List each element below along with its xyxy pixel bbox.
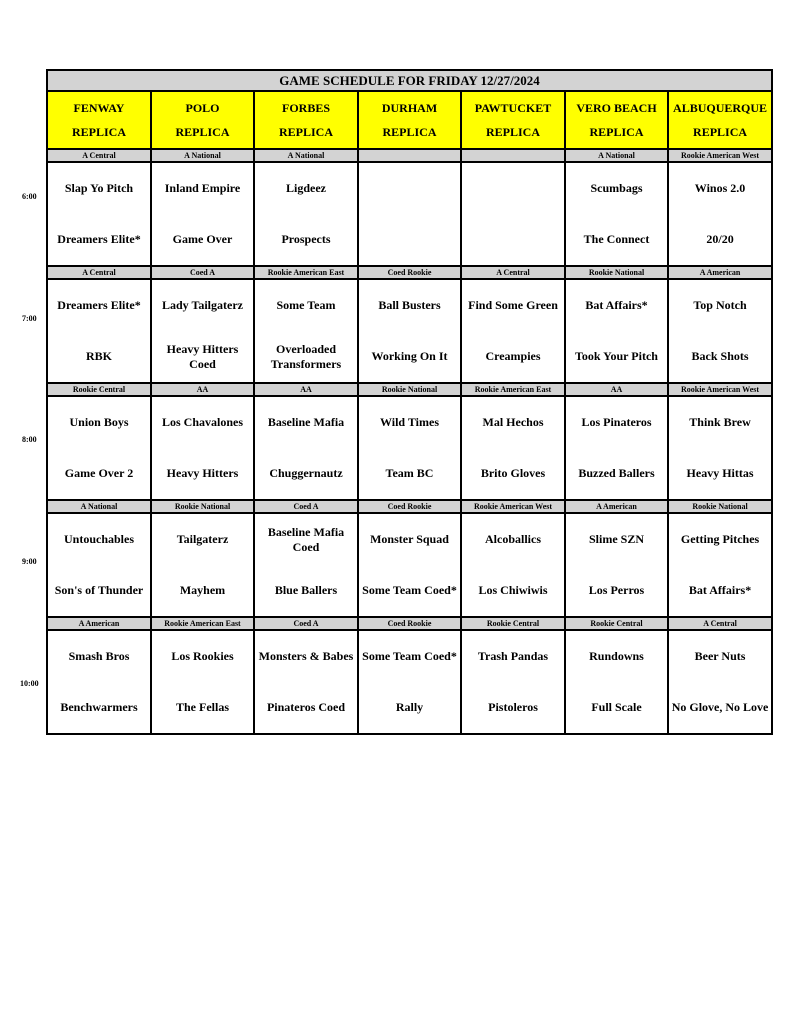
division-label: Coed A xyxy=(254,617,358,630)
game-cell xyxy=(47,630,151,734)
team-home: Some Team xyxy=(276,298,336,312)
team-home: Some Team Coed* xyxy=(362,649,457,663)
venue-name: FENWAY xyxy=(73,101,125,115)
team-away: Benchwarmers xyxy=(60,700,138,714)
division-label: Rookie National xyxy=(358,383,461,396)
venue-name: POLO xyxy=(185,101,220,115)
team-away: Creampies xyxy=(485,349,541,363)
team-away: Bat Affairs* xyxy=(688,583,752,597)
venue-row xyxy=(47,91,772,149)
team-home: Los Chavalones xyxy=(161,415,244,429)
team-home: Los Rookies xyxy=(171,649,234,663)
division-label: Rookie American West xyxy=(461,500,565,513)
team-away: No Glove, No Love xyxy=(671,700,769,714)
team-home: Bat Affairs* xyxy=(585,298,648,312)
division-label: Rookie National xyxy=(565,266,668,279)
game-cell xyxy=(151,396,254,500)
game-row xyxy=(47,513,772,617)
game-cell xyxy=(151,279,254,383)
game-cell xyxy=(668,630,772,734)
venue-header xyxy=(461,91,565,149)
division-label: Coed A xyxy=(151,266,254,279)
time-label-9: 9:00 xyxy=(22,557,37,566)
game-row xyxy=(47,279,772,383)
team-home: Baseline Mafia xyxy=(267,415,345,429)
game-row xyxy=(47,396,772,500)
game-cell xyxy=(358,513,461,617)
team-away: Blue Ballers xyxy=(274,583,338,597)
team-away: Chuggernautz xyxy=(269,466,343,480)
division-label: A National xyxy=(47,500,151,513)
division-label: Rookie American East xyxy=(461,383,565,396)
team-away: Mayhem xyxy=(179,583,226,597)
venue-name: DURHAM xyxy=(381,101,438,115)
division-label: Rookie American West xyxy=(668,149,772,162)
division-label xyxy=(358,149,461,162)
team-home: Alcoballics xyxy=(485,532,541,546)
team-home: Scumbags xyxy=(590,181,643,195)
team-home: Slime SZN xyxy=(588,532,644,546)
game-cell xyxy=(358,279,461,383)
venue-subtitle: REPLICA xyxy=(71,125,126,139)
game-cell xyxy=(461,513,565,617)
division-label: Coed Rookie xyxy=(358,617,461,630)
division-row xyxy=(47,266,772,279)
team-home: Dreamers Elite* xyxy=(57,298,141,312)
team-away: Full Scale xyxy=(591,700,642,714)
team-home: Tailgaterz xyxy=(176,532,229,546)
team-away: Dreamers Elite* xyxy=(57,232,141,246)
team-home: Rundowns xyxy=(589,649,644,663)
team-home: Untouchables xyxy=(63,532,134,546)
time-label-6: 6:00 xyxy=(22,192,37,201)
division-label: Rookie American West xyxy=(668,383,772,396)
team-away: Took Your Pitch xyxy=(575,349,658,363)
venue-subtitle: REPLICA xyxy=(382,125,437,139)
division-row xyxy=(47,500,772,513)
division-label: A American xyxy=(668,266,772,279)
team-home: Winos 2.0 xyxy=(694,181,746,195)
game-cell xyxy=(47,279,151,383)
team-away: Game Over xyxy=(172,232,233,246)
team-away: Los Perros xyxy=(588,583,645,597)
team-home: Think Brew xyxy=(689,415,751,429)
venue-subtitle: REPLICA xyxy=(589,125,644,139)
game-cell xyxy=(565,630,668,734)
division-label: AA xyxy=(254,383,358,396)
division-label: A Central xyxy=(47,266,151,279)
team-home: Ligdeez xyxy=(286,181,326,195)
game-cell xyxy=(565,513,668,617)
team-away: Team BC xyxy=(385,466,434,480)
venue-header xyxy=(254,91,358,149)
team-away: Pistoleros xyxy=(488,700,538,714)
team-away: Brito Gloves xyxy=(480,466,546,480)
team-home: Monsters & Babes xyxy=(258,649,354,663)
game-row xyxy=(47,162,772,266)
division-label: Coed A xyxy=(254,500,358,513)
division-row xyxy=(47,617,772,630)
game-cell xyxy=(47,396,151,500)
division-label: AA xyxy=(565,383,668,396)
division-label: Rookie American East xyxy=(254,266,358,279)
venue-header xyxy=(668,91,772,149)
division-label: Rookie National xyxy=(151,500,254,513)
division-label: Coed Rookie xyxy=(358,500,461,513)
team-home: Trash Pandas xyxy=(477,649,549,663)
team-home: Smash Bros xyxy=(68,649,130,663)
division-label: A Central xyxy=(47,149,151,162)
game-cell xyxy=(151,630,254,734)
venue-subtitle: REPLICA xyxy=(693,125,748,139)
team-away: 20/20 xyxy=(706,232,734,246)
game-cell xyxy=(668,279,772,383)
team-away: Prospects xyxy=(281,232,331,246)
team-home xyxy=(361,163,458,214)
schedule-table xyxy=(46,69,773,735)
team-away: Heavy Hittas xyxy=(686,466,754,480)
team-home: Find Some Green xyxy=(468,298,558,312)
division-row xyxy=(47,383,772,396)
team-home: Top Notch xyxy=(693,298,747,312)
division-label: A American xyxy=(47,617,151,630)
team-away xyxy=(361,214,458,265)
team-home: Beer Nuts xyxy=(694,649,746,663)
game-cell xyxy=(461,396,565,500)
game-cell xyxy=(358,162,461,266)
division-label: Coed Rookie xyxy=(358,266,461,279)
game-cell xyxy=(47,513,151,617)
team-away: The Fellas xyxy=(176,700,229,714)
game-cell xyxy=(565,162,668,266)
team-away: Back Shots xyxy=(691,349,749,363)
team-away: RBK xyxy=(85,349,112,363)
time-label-8: 8:00 xyxy=(22,435,37,444)
team-home: Los Pinateros xyxy=(581,415,652,429)
team-home: Mal Hechos xyxy=(482,415,544,429)
game-cell xyxy=(565,396,668,500)
time-label-7: 7:00 xyxy=(22,314,37,323)
team-away: Heavy Hitters Coed xyxy=(166,341,239,371)
time-label-10: 10:00 xyxy=(20,679,39,688)
division-label: AA xyxy=(151,383,254,396)
schedule-title: GAME SCHEDULE FOR FRIDAY 12/27/2024 xyxy=(47,70,772,91)
venue-subtitle: REPLICA xyxy=(485,125,540,139)
division-label: Rookie Central xyxy=(461,617,565,630)
venue-name: PAWTUCKET xyxy=(474,101,552,115)
team-away: Heavy Hitters xyxy=(166,466,239,480)
game-cell xyxy=(668,396,772,500)
venue-name: ALBUQUERQUE xyxy=(673,101,768,115)
game-cell xyxy=(254,162,358,266)
division-label: A National xyxy=(565,149,668,162)
team-away: Rally xyxy=(395,700,424,714)
team-home: Slap Yo Pitch xyxy=(64,181,134,195)
game-cell xyxy=(565,279,668,383)
team-away: The Connect xyxy=(583,232,650,246)
division-label: Rookie Central xyxy=(565,617,668,630)
team-home: Getting Pitches xyxy=(680,532,760,546)
team-away: Overloaded Transformers xyxy=(270,341,342,371)
division-label: A Central xyxy=(461,266,565,279)
game-cell xyxy=(151,162,254,266)
team-away: Pinateros Coed xyxy=(266,700,346,714)
division-label: Rookie National xyxy=(668,500,772,513)
venue-name: FORBES xyxy=(281,101,330,115)
team-home: Inland Empire xyxy=(164,181,241,195)
game-cell xyxy=(668,162,772,266)
game-cell xyxy=(254,279,358,383)
venue-header xyxy=(358,91,461,149)
team-away: Some Team Coed* xyxy=(362,583,457,597)
game-cell xyxy=(254,396,358,500)
game-cell xyxy=(461,630,565,734)
division-label: A National xyxy=(151,149,254,162)
game-cell xyxy=(461,162,565,266)
team-home: Baseline Mafia Coed xyxy=(267,524,345,554)
venue-subtitle: REPLICA xyxy=(175,125,230,139)
game-cell xyxy=(47,162,151,266)
venue-header xyxy=(565,91,668,149)
team-home: Ball Busters xyxy=(378,298,441,312)
team-away: Los Chiwiwis xyxy=(478,583,548,597)
game-cell xyxy=(668,513,772,617)
game-row xyxy=(47,630,772,734)
division-label: A American xyxy=(565,500,668,513)
division-label xyxy=(461,149,565,162)
title-row xyxy=(47,70,772,91)
team-away: Game Over 2 xyxy=(64,466,134,480)
game-cell xyxy=(254,630,358,734)
division-label: A National xyxy=(254,149,358,162)
venue-name: VERO BEACH xyxy=(576,101,657,115)
game-cell xyxy=(358,630,461,734)
division-label: A Central xyxy=(668,617,772,630)
division-label: Rookie Central xyxy=(47,383,151,396)
division-label: Rookie American East xyxy=(151,617,254,630)
team-away: Buzzed Ballers xyxy=(578,466,655,480)
game-cell xyxy=(151,513,254,617)
team-away: Working On It xyxy=(371,349,448,363)
team-away: Son's of Thunder xyxy=(54,583,144,597)
game-cell xyxy=(358,396,461,500)
game-cell xyxy=(461,279,565,383)
team-home: Wild Times xyxy=(379,415,440,429)
time-column xyxy=(0,0,46,1024)
team-home xyxy=(464,163,562,214)
team-home: Monster Squad xyxy=(370,532,449,546)
venue-header xyxy=(47,91,151,149)
division-row xyxy=(47,149,772,162)
venue-subtitle: REPLICA xyxy=(278,125,333,139)
game-cell xyxy=(254,513,358,617)
team-away xyxy=(464,214,562,265)
team-home: Union Boys xyxy=(69,415,129,429)
team-home: Lady Tailgaterz xyxy=(161,298,243,312)
venue-header xyxy=(151,91,254,149)
